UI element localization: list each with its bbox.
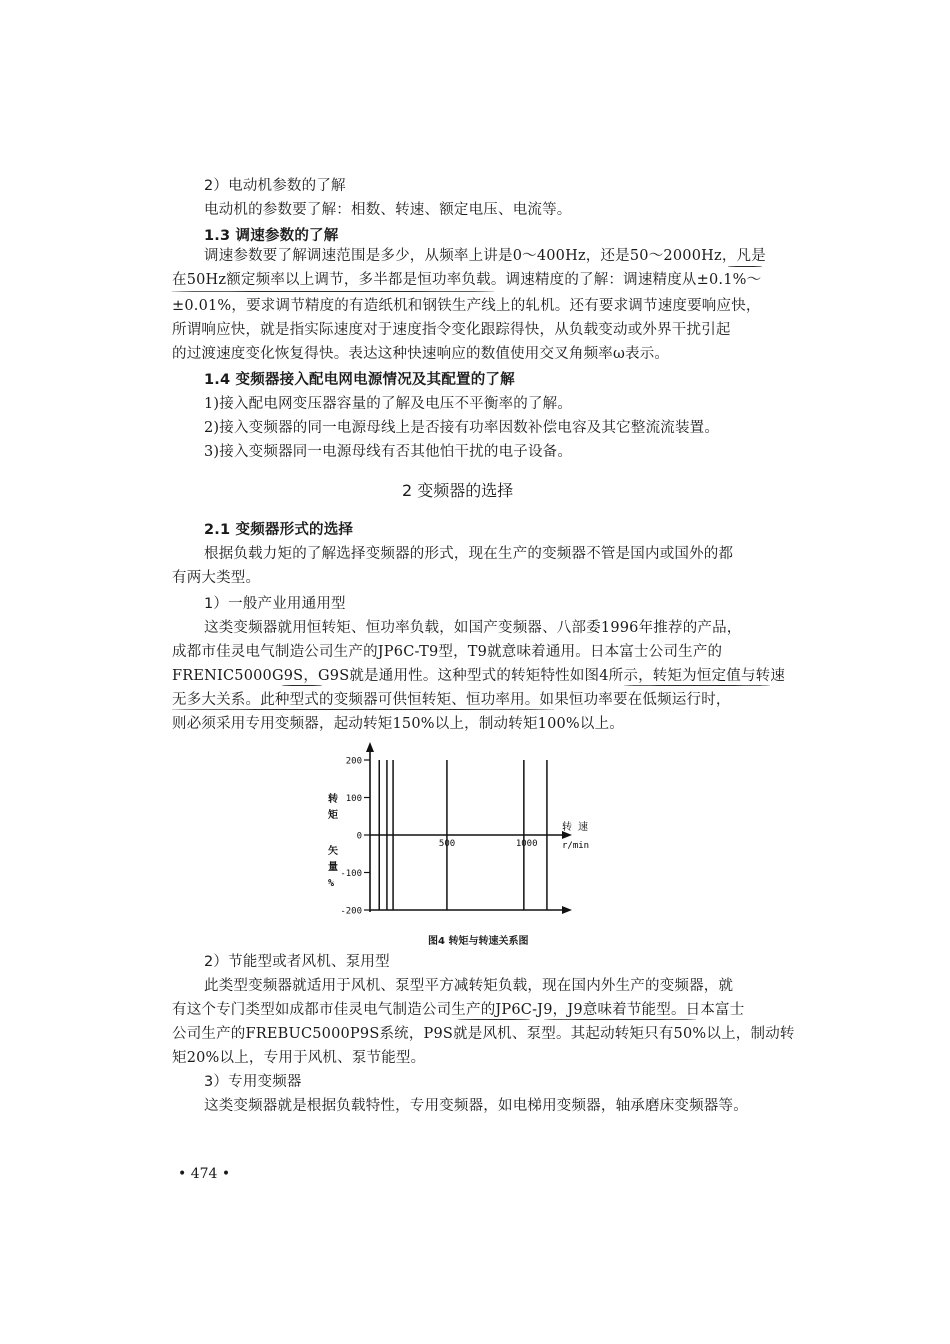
paragraph-line: 这类变频器就用恒转矩、恒功率负载，如国产变频器、八部委1996年推荐的产品， bbox=[204, 620, 742, 636]
x-axis-bottom-arrow bbox=[562, 906, 572, 914]
paragraph-line: 有两大类型。 bbox=[172, 570, 261, 586]
list-item: 1)接入配电网变压器容量的了解及电压不平衡率的了解。 bbox=[204, 396, 573, 412]
x-tick-label: 500 bbox=[438, 839, 456, 849]
x-tick-label: 1000 bbox=[515, 839, 538, 849]
paragraph-line: 有这个专门类型如成都市佳灵电气制造公司生产的JP6C-J9，J9意味着节能型。日本富士 bbox=[172, 1002, 745, 1018]
pen-underline bbox=[282, 685, 322, 686]
heading-motor-params: 2）电动机参数的了解 bbox=[204, 178, 346, 194]
paragraph-line: 公司生产的FREBUC5000P9S系统，P9S就是风机、泵型。其起动转矩只有50%以上，制动转 bbox=[172, 1026, 795, 1042]
section-title: 2 变频器的选择 bbox=[402, 481, 514, 500]
paragraph-line: 在50Hz额定频率以上调节，多半都是恒功率负载。调速精度的了解：调速精度从±0.1%～ bbox=[172, 272, 762, 288]
heading-2-1: 2.1 变频器形式的选择 bbox=[204, 522, 354, 538]
paragraph-line: 成都市佳灵电气制造公司生产的JP6C-T9型，T9就意味着通用。日本富士公司生产的 bbox=[172, 644, 723, 660]
heading-special-type: 3）专用变频器 bbox=[204, 1074, 302, 1090]
y-axis-label-char: % bbox=[328, 878, 335, 889]
heading-general-type: 1）一般产业用通用型 bbox=[204, 596, 346, 612]
heading-1-4: 1.4 变频器接入配电网电源情况及其配置的了解 bbox=[204, 372, 515, 388]
list-item: 3)接入变频器同一电源母线有否其他怕干扰的电子设备。 bbox=[204, 444, 573, 460]
paragraph-line: 根据负载力矩的了解选择变频器的形式，现在生产的变频器不管是国内或国外的都 bbox=[204, 546, 734, 562]
y-tick-label: 100 bbox=[345, 794, 362, 804]
y-axis-label-char: 转 bbox=[328, 794, 338, 805]
pen-underline bbox=[544, 1019, 696, 1020]
y-tick-label: -100 bbox=[340, 869, 362, 879]
paragraph-line: 这类变频器就是根据负载特性，专用变频器，如电梯用变频器，轴承磨床变频器等。 bbox=[204, 1098, 748, 1114]
x-axis-unit: r/min bbox=[562, 841, 590, 851]
heading-1-3: 1.3 调速参数的了解 bbox=[204, 228, 339, 244]
list-item: 2)接入变频器的同一电源母线上是否接有功率因数补偿电容及其它整流流装置。 bbox=[204, 420, 720, 436]
y-tick-label: 0 bbox=[356, 831, 362, 842]
pen-underline bbox=[172, 291, 494, 292]
y-axis-label-char: 量 bbox=[328, 862, 338, 873]
y-tick-label: -200 bbox=[340, 906, 362, 917]
paragraph-line: FRENIC5000G9S，G9S就是通用性。这种型式的转矩特性如图4所示，转矩为恒定值与转速 bbox=[172, 668, 786, 684]
torque-speed-chart bbox=[300, 738, 620, 948]
paragraph-line: 调速参数要了解调速范围是多少，从频率上讲是0～400Hz，还是50～2000Hz，凡是 bbox=[204, 248, 766, 264]
y-tick-label: 200 bbox=[345, 756, 362, 767]
page-number: • 474 • bbox=[178, 1166, 231, 1182]
x-axis-label: 转 速 bbox=[562, 822, 589, 833]
figure-caption: 图4 转矩与转速关系图 bbox=[428, 936, 529, 947]
pen-underline bbox=[172, 709, 554, 710]
paragraph-line: ±0.01%，要求调节精度的有造纸机和钢铁生产线上的轧机。还有要求调节速度要响应快， bbox=[172, 298, 761, 314]
pen-underline bbox=[728, 266, 762, 267]
paragraph-line: 此类型变频器就适用于风机、泵型平方减转矩负载，现在国内外生产的变频器，就 bbox=[204, 978, 734, 994]
paragraph-line: 则必须采用专用变频器，起动转矩150%以上，制动转矩100%以上。 bbox=[172, 716, 625, 732]
y-axis-arrow bbox=[366, 742, 374, 752]
y-axis-label-char: 矩 bbox=[328, 810, 338, 821]
paragraph-line: 矩20%以上，专用于风机、泵节能型。 bbox=[172, 1050, 426, 1066]
paragraph-line: 所谓响应快，就是指实际速度对于速度指令变化跟踪得快，从负载变动或外界干扰引起 bbox=[172, 322, 731, 338]
y-axis-label-char: 矢 bbox=[328, 846, 338, 857]
paragraph-line: 无多大关系。此种型式的变频器可供恒转矩、恒功率用。如果恒功率要在低频运行时， bbox=[172, 692, 731, 708]
heading-energy-saving-type: 2）节能型或者风机、泵用型 bbox=[204, 954, 390, 970]
paragraph-line: 电动机的参数要了解：相数、转速、额定电压、电流等。 bbox=[204, 202, 572, 218]
paragraph-line: 的过渡速度变化恢复得快。表达这种快速响应的数值使用交叉角频率ω表示。 bbox=[172, 346, 670, 362]
